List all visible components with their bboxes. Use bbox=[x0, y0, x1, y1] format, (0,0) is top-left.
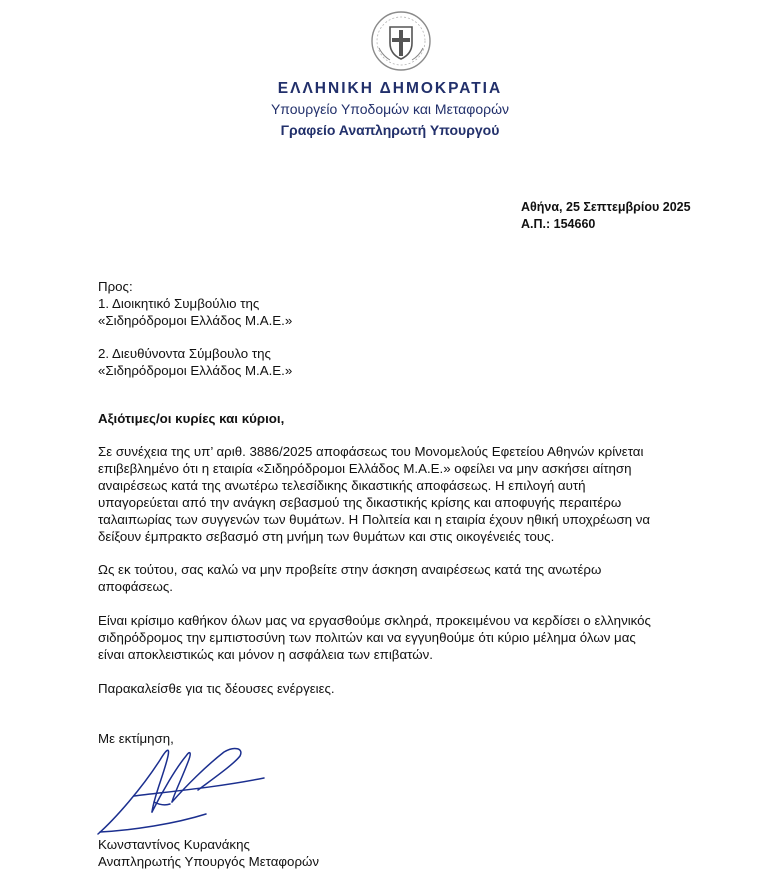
recipient-1-line-2: «Σιδηρόδρομοι Ελλάδος Μ.Α.Ε.» bbox=[98, 313, 293, 328]
recipient-1-line-1: 1. Διοικητικό Συμβούλιο της bbox=[98, 296, 260, 311]
recipients-label: Προς: bbox=[98, 279, 133, 294]
paragraph-2-line: Ως εκ τούτου, σας καλώ να μην προβείτε στην άσκηση αναιρέσεως κατά της ανωτέρω bbox=[98, 562, 602, 577]
paragraph-3-line: Είναι κρίσιμο καθήκον όλων μας να εργασθούμε σκληρά, προκειμένου να κερδίσει ο ελληνικός bbox=[98, 613, 651, 628]
paragraph-1-line: Σε συνέχεια της υπ’ αριθ. 3886/2025 αποφάσεως του Μονομελούς Εφετείου Αθηνών κρίνεται bbox=[98, 444, 644, 459]
closing-regards: Με εκτίμηση, bbox=[98, 731, 174, 746]
signatory-name: Κωνσταντίνος Κυρανάκης bbox=[98, 837, 250, 852]
signatory-title: Αναπληρωτής Υπουργός Μεταφορών bbox=[98, 854, 320, 869]
paragraph-1-line: δείξουν έμπρακτο σεβασμό στη μνήμη των θυμάτων και στις οικογένειές τους. bbox=[98, 529, 555, 544]
state-title: ΕΛΛΗΝΙΚΗ ΔΗΜΟΚΡΑΤΙΑ bbox=[277, 80, 503, 97]
office-name: Γραφείο Αναπληρωτή Υπουργού bbox=[280, 122, 500, 138]
paragraph-1-line: υπαγορεύεται από την ανάγκη σεβασμού της δικαστικής κρίσης και αποφυγής περαιτέρω bbox=[98, 495, 622, 510]
greek-coat-of-arms-icon bbox=[370, 10, 432, 72]
paragraph-1-line: ταλαιπωρίας των συγγενών των θυμάτων. Η Πολιτεία και η εταιρία έχουν ηθική υποχρέωση να bbox=[98, 512, 651, 527]
place-date: Αθήνα, 25 Σεπτεμβρίου 2025 bbox=[521, 200, 691, 214]
paragraph-3-line: είναι αποκλειστικώς και μόνον η ασφάλεια των επιβατών. bbox=[98, 647, 433, 662]
recipient-2-line-2: «Σιδηρόδρομοι Ελλάδος Μ.Α.Ε.» bbox=[98, 363, 293, 378]
ministry-name: Υπουργείο Υποδομών και Μεταφορών bbox=[270, 101, 510, 117]
paragraph-1-line: αναιρέσεως κατά της ανωτέρω τελεσίδικης δικαστικής αποφάσεως. Η επιλογή αυτή bbox=[98, 478, 586, 493]
paragraph-1-line: επιβεβλημένο ότι η εταιρία «Σιδηρόδρομοι Ελλάδος Μ.Α.Ε.» οφείλει να μην ασκήσει αίτηση bbox=[98, 461, 632, 476]
salutation: Αξιότιμες/οι κυρίες και κύριοι, bbox=[98, 411, 285, 426]
recipient-2-line-1: 2. Διευθύνοντα Σύμβουλο της bbox=[98, 346, 271, 361]
protocol-number: Α.Π.: 154660 bbox=[521, 217, 596, 231]
handwritten-signature bbox=[94, 738, 274, 838]
paragraph-2-line: αποφάσεως. bbox=[98, 579, 173, 594]
paragraph-4: Παρακαλείσθε για τις δέουσες ενέργειες. bbox=[98, 681, 335, 696]
paragraph-3-line: σιδηρόδρομος την εμπιστοσύνη των πολιτών και να εγγυηθούμε ότι κύριο μέλημα όλων μας bbox=[98, 630, 636, 645]
